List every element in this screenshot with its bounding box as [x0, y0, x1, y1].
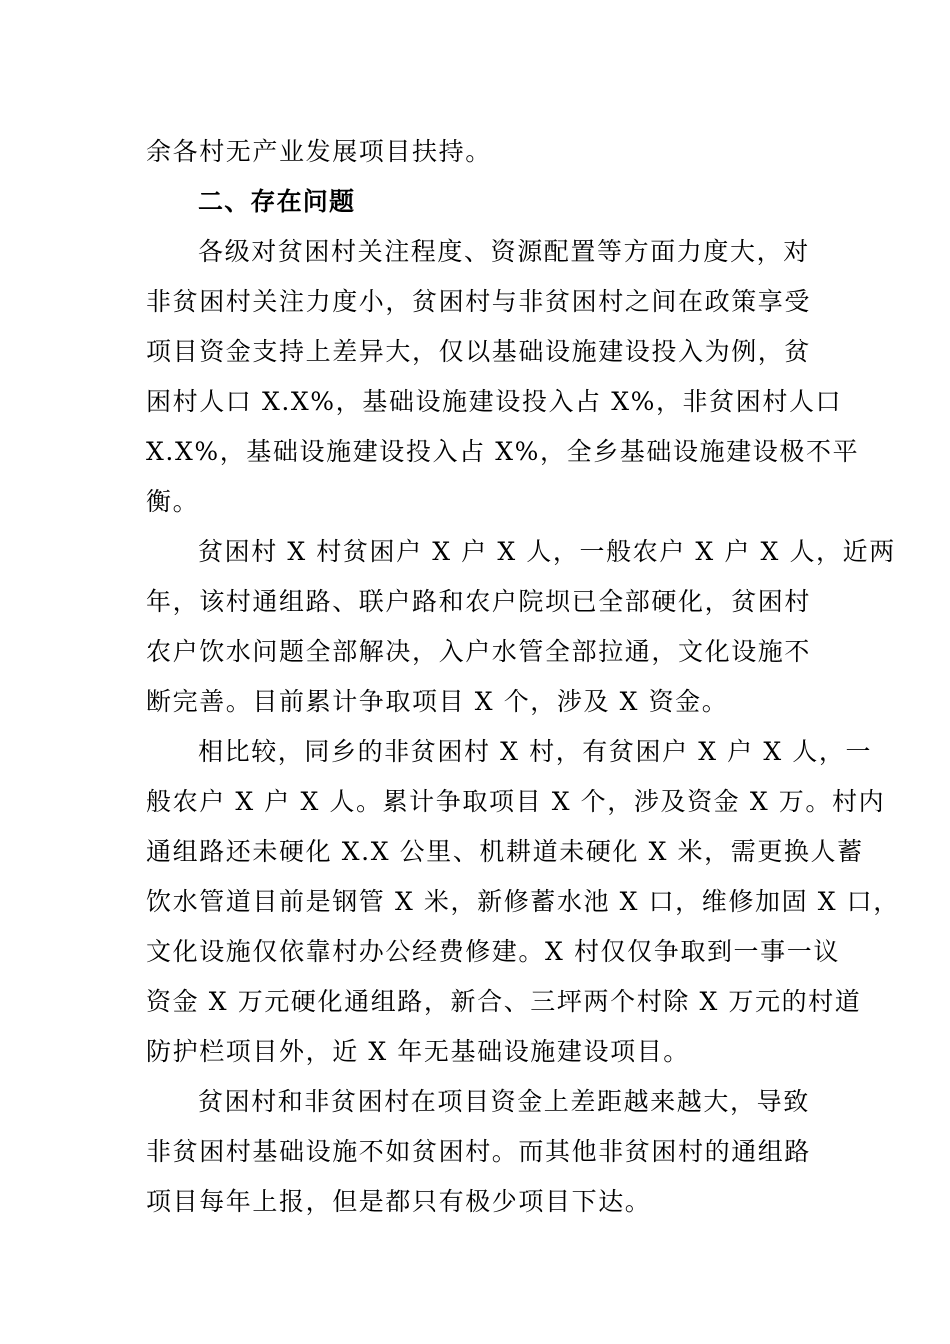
paragraph-line: 非贫困村基础设施不如贫困村。而其他非贫困村的通组路	[146, 1137, 812, 1166]
section-heading: 二、存在问题	[198, 187, 356, 216]
paragraph-line: 断完善。目前累计争取项目 X 个，涉及 X 资金。	[146, 687, 729, 716]
paragraph-line: X.X%，基础设施建设投入占 X%，全乡基础设施建设极不平	[146, 437, 860, 466]
paragraph-line: 余各村无产业发展项目扶持。	[146, 137, 492, 166]
paragraph-line: 困村人口 X.X%，基础设施建设投入占 X%，非贫困村人口	[146, 387, 843, 416]
paragraph-line: 项目每年上报，但是都只有极少项目下达。	[146, 1187, 652, 1216]
paragraph-line: 各级对贫困村关注程度、资源配置等方面力度大，对	[198, 237, 810, 266]
paragraph-line: 相比较，同乡的非贫困村 X 村，有贫困户 X 户 X 人，一	[198, 737, 873, 766]
paragraph-line: 贫困村和非贫困村在项目资金上差距越来越大，导致	[198, 1087, 810, 1116]
paragraph-line: 饮水管道目前是钢管 X 米，新修蓄水池 X 口，维修加固 X 口，	[146, 887, 900, 916]
paragraph-line: 衡。	[146, 487, 200, 516]
paragraph-line: 项目资金支持上差异大，仅以基础设施建设投入为例，贫	[146, 337, 812, 366]
paragraph-line: 非贫困村关注力度小，贫困村与非贫困村之间在政策享受	[146, 287, 812, 316]
document-page	[146, 127, 900, 1227]
paragraph-line: 资金 X 万元硬化通组路，新合、三坪两个村除 X 万元的村道	[146, 987, 862, 1016]
paragraph-line: 农户饮水问题全部解决，入户水管全部拉通，文化设施不	[146, 637, 812, 666]
paragraph-line: 文化设施仅依靠村办公经费修建。X 村仅仅争取到一事一议	[146, 937, 840, 966]
paragraph-line: 通组路还未硬化 X.X 公里、机耕道未硬化 X 米，需更换人蓄	[146, 837, 864, 866]
paragraph-line: 年，该村通组路、联户路和农户院坝已全部硬化，贫困村	[146, 587, 812, 616]
paragraph-line: 防护栏项目外，近 X 年无基础设施建设项目。	[146, 1037, 690, 1066]
paragraph-line: 贫困村 X 村贫困户 X 户 X 人，一般农户 X 户 X 人，近两	[198, 537, 896, 566]
paragraph-line: 般农户 X 户 X 人。累计争取项目 X 个，涉及资金 X 万。村内	[146, 787, 886, 816]
